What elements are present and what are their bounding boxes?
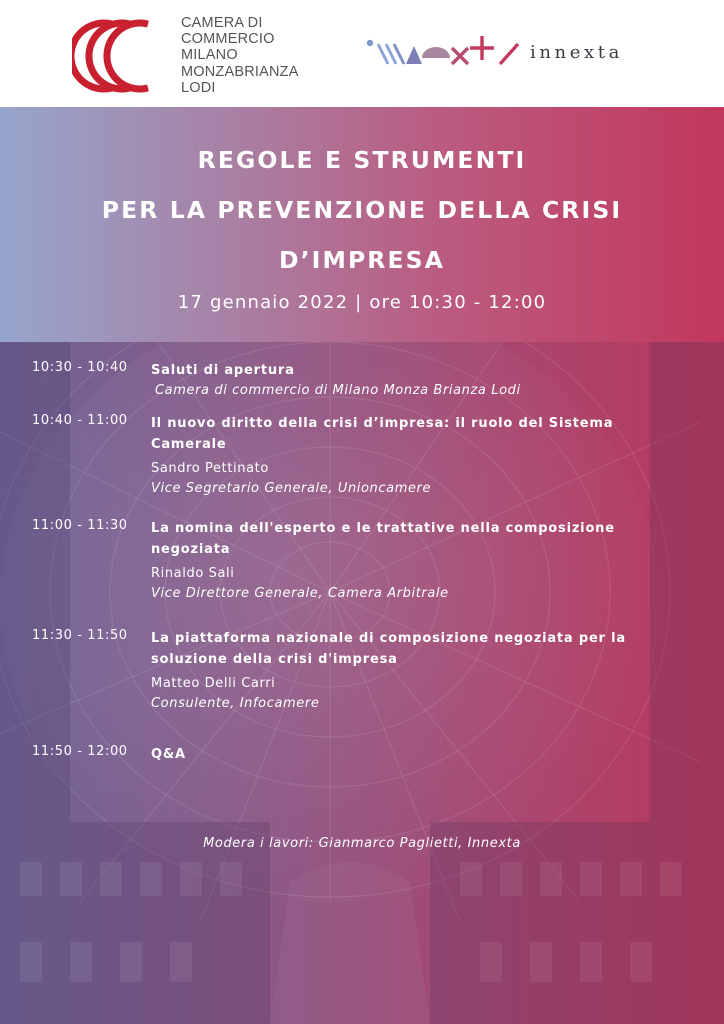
agenda-speaker: Sandro Pettinato xyxy=(151,461,269,476)
agenda-time: 11:00 - 11:30 xyxy=(32,518,128,533)
agenda-topic: Il nuovo diritto della crisi d’impresa: il ruolo del Sistema xyxy=(151,416,614,431)
agenda-topic: negoziata xyxy=(151,542,231,557)
agenda-speaker-role: Vice Direttore Generale, Camera Arbitrale xyxy=(151,586,449,601)
agenda-topic: soluzione della crisi d'impresa xyxy=(151,652,398,667)
agenda-speaker: Rinaldo Sali xyxy=(151,566,235,581)
agenda-topic: Camerale xyxy=(151,437,227,452)
agenda-time: 11:50 - 12:00 xyxy=(32,744,128,759)
agenda-topic: La piattaforma nazionale di composizione negoziata per la xyxy=(151,631,626,646)
agenda-time: 11:30 - 11:50 xyxy=(32,628,128,643)
agenda-speaker-role: Consulente, Infocamere xyxy=(151,696,320,711)
agenda-speaker: Matteo Delli Carri xyxy=(151,676,276,691)
innexta-wordmark: innexta xyxy=(530,42,623,63)
header-bar xyxy=(0,0,724,107)
agenda-organization: Camera di commercio di Milano Monza Brianza Lodi xyxy=(155,383,521,398)
innexta-logo-icon xyxy=(366,34,520,68)
agenda-topic: La nomina dell'esperto e le trattative nella composizione xyxy=(151,521,615,536)
camera-di-commercio-logo-icon xyxy=(72,16,158,96)
agenda-topic: Saluti di apertura xyxy=(151,363,295,378)
agenda-time: 10:40 - 11:00 xyxy=(32,413,128,428)
camera-di-commercio-name: CAMERA DI COMMERCIO MILANO MONZABRIANZA LODI xyxy=(181,15,299,96)
agenda-speaker-role: Vice Segretario Generale, Unioncamere xyxy=(151,481,432,496)
event-date: 17 gennaio 2022 | ore 10:30 - 12:00 xyxy=(177,292,547,313)
event-title: REGOLE E STRUMENTI PER LA PREVENZIONE DELLA CRISI D’IMPRESA xyxy=(101,146,623,274)
agenda-topic: Q&A xyxy=(151,747,186,762)
agenda-time: 10:30 - 10:40 xyxy=(32,360,128,375)
moderator-note: Modera i lavori: Gianmarco Paglietti, Innexta xyxy=(203,836,521,851)
